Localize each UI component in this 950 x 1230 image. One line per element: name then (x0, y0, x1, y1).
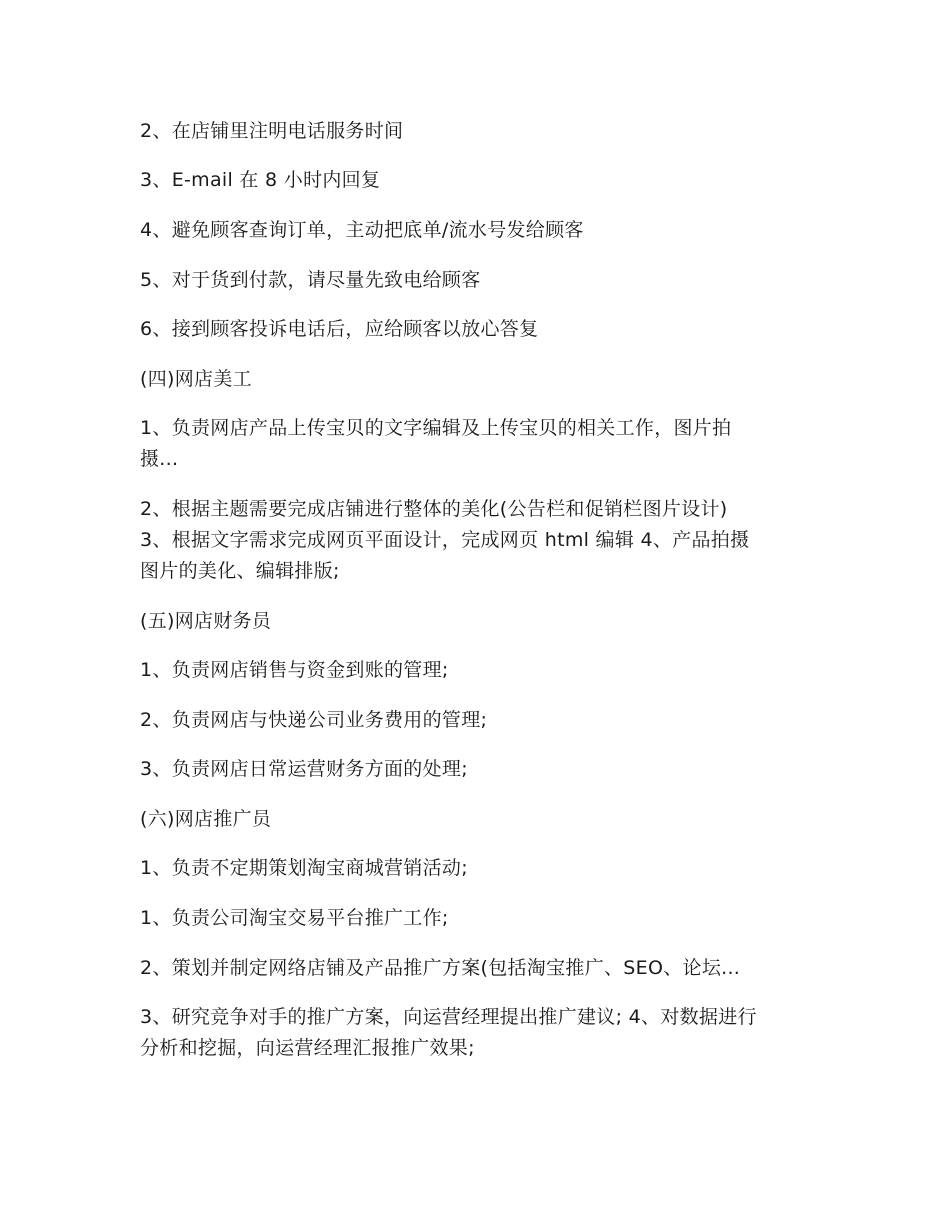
section-heading: (五)网店财务员 (140, 610, 272, 632)
list-item: 1、负责网店产品上传宝贝的文字编辑及上传宝贝的相关工作，图片拍 (140, 417, 732, 439)
list-item: 6、接到顾客投诉电话后，应给顾客以放心答复 (140, 318, 539, 340)
list-item: 1、负责网店销售与资金到账的管理; (140, 659, 449, 681)
section-heading: (四)网店美工 (140, 368, 252, 390)
list-item: 2、根据主题需要完成店铺进行整体的美化(公告栏和促销栏图片设计) (140, 498, 728, 520)
list-item: 3、E-mail 在 8 小时内回复 (140, 169, 381, 191)
list-item: 3、负责网店日常运营财务方面的处理; (140, 758, 468, 780)
list-item: 2、在店铺里注明电话服务时间 (140, 120, 404, 142)
section-heading: (六)网店推广员 (140, 808, 272, 830)
list-item: 4、避免顾客查询订单，主动把底单/流水号发给顾客 (140, 219, 584, 241)
list-item-continuation: 摄... (140, 448, 179, 470)
list-item: 1、负责公司淘宝交易平台推广工作; (140, 907, 449, 929)
list-item: 3、研究竞争对手的推广方案，向运营经理提出推广建议; 4、对数据进行 (140, 1006, 757, 1028)
list-item: 3、根据文字需求完成网页平面设计，完成网页 html 编辑 4、产品拍摄 (140, 529, 750, 551)
list-item-continuation: 图片的美化、编辑排版; (140, 560, 340, 582)
list-item-continuation: 分析和挖掘，向运营经理汇报推广效果; (140, 1037, 475, 1059)
list-item: 2、负责网店与快递公司业务费用的管理; (140, 709, 488, 731)
list-item: 5、对于货到付款，请尽量先致电给顾客 (140, 269, 481, 291)
list-item: 1、负责不定期策划淘宝商城营销活动; (140, 857, 468, 879)
list-item: 2、策划并制定网络店铺及产品推广方案(包括淘宝推广、SEO、论坛... (140, 957, 741, 979)
